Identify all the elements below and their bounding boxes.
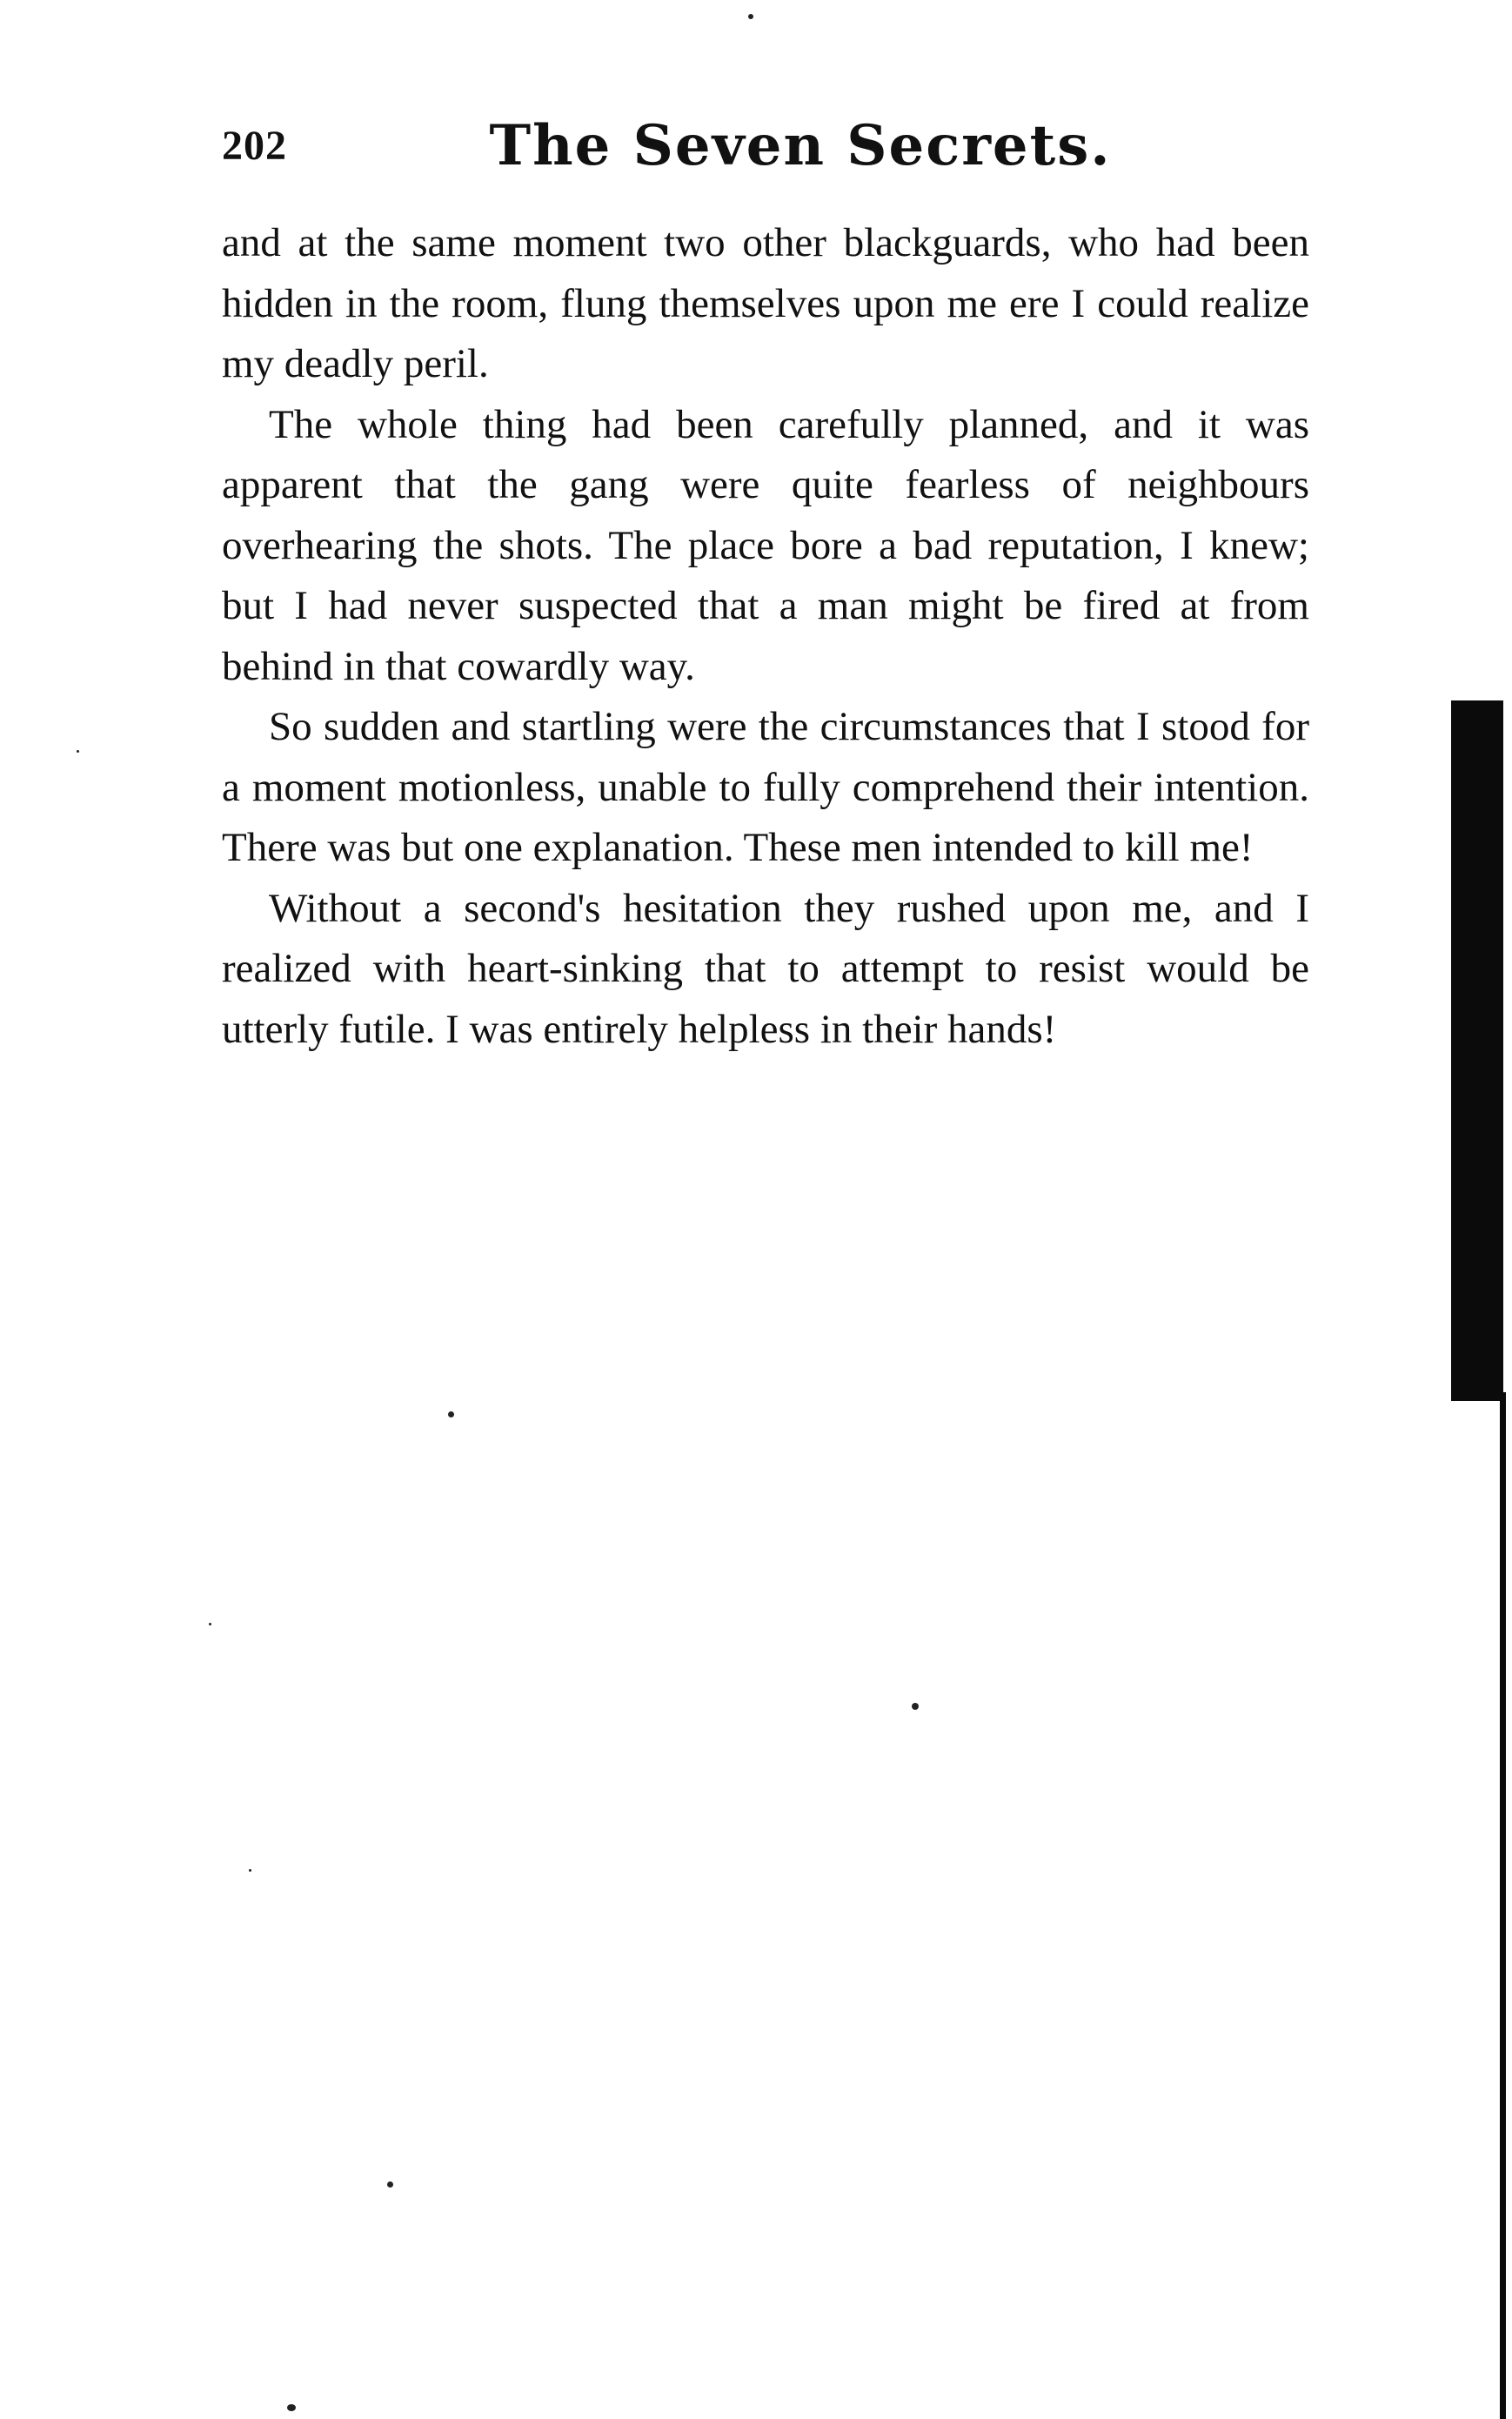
running-title: The Seven Secrets. — [489, 113, 1112, 178]
paragraph-2: The whole thing had been carefully planned, and it was apparent that the gang were quite fearless of neighbours overhearing the shots. The place bore a bad reputation, I knew; but I had never suspected that a man might be fired at from behind in that cowardly way. — [222, 401, 1309, 689]
page-number: 202 — [222, 123, 287, 169]
scan-speck — [748, 14, 753, 19]
scan-edge-shadow — [1451, 700, 1503, 1401]
scan-edge-line — [1500, 1392, 1506, 2419]
scan-speck — [912, 1703, 919, 1710]
page-header — [222, 113, 1309, 191]
scan-speck — [387, 2181, 393, 2188]
body-text — [222, 213, 1309, 1060]
paragraph-3: So sudden and startling were the circumstances that I stood for a moment motionless, unable to fully comprehend their intention. There was but one explanation. These men intended to kill me! — [222, 704, 1309, 870]
paragraph-4: Without a second's hesitation they rushed upon me, and I realized with heart-sinking that to attempt to resist would be utterly futile. I was entirely helpless in their hands! — [222, 885, 1309, 1052]
scan-speck — [249, 1869, 251, 1872]
scan-speck — [209, 1623, 211, 1625]
scan-speck — [287, 2404, 296, 2411]
scan-speck — [448, 1411, 454, 1417]
paragraph-1: and at the same moment two other blackguards, who had been hidden in the room, flung themselves upon me ere I could realize my deadly peril. — [222, 220, 1309, 386]
scan-speck — [77, 750, 79, 753]
